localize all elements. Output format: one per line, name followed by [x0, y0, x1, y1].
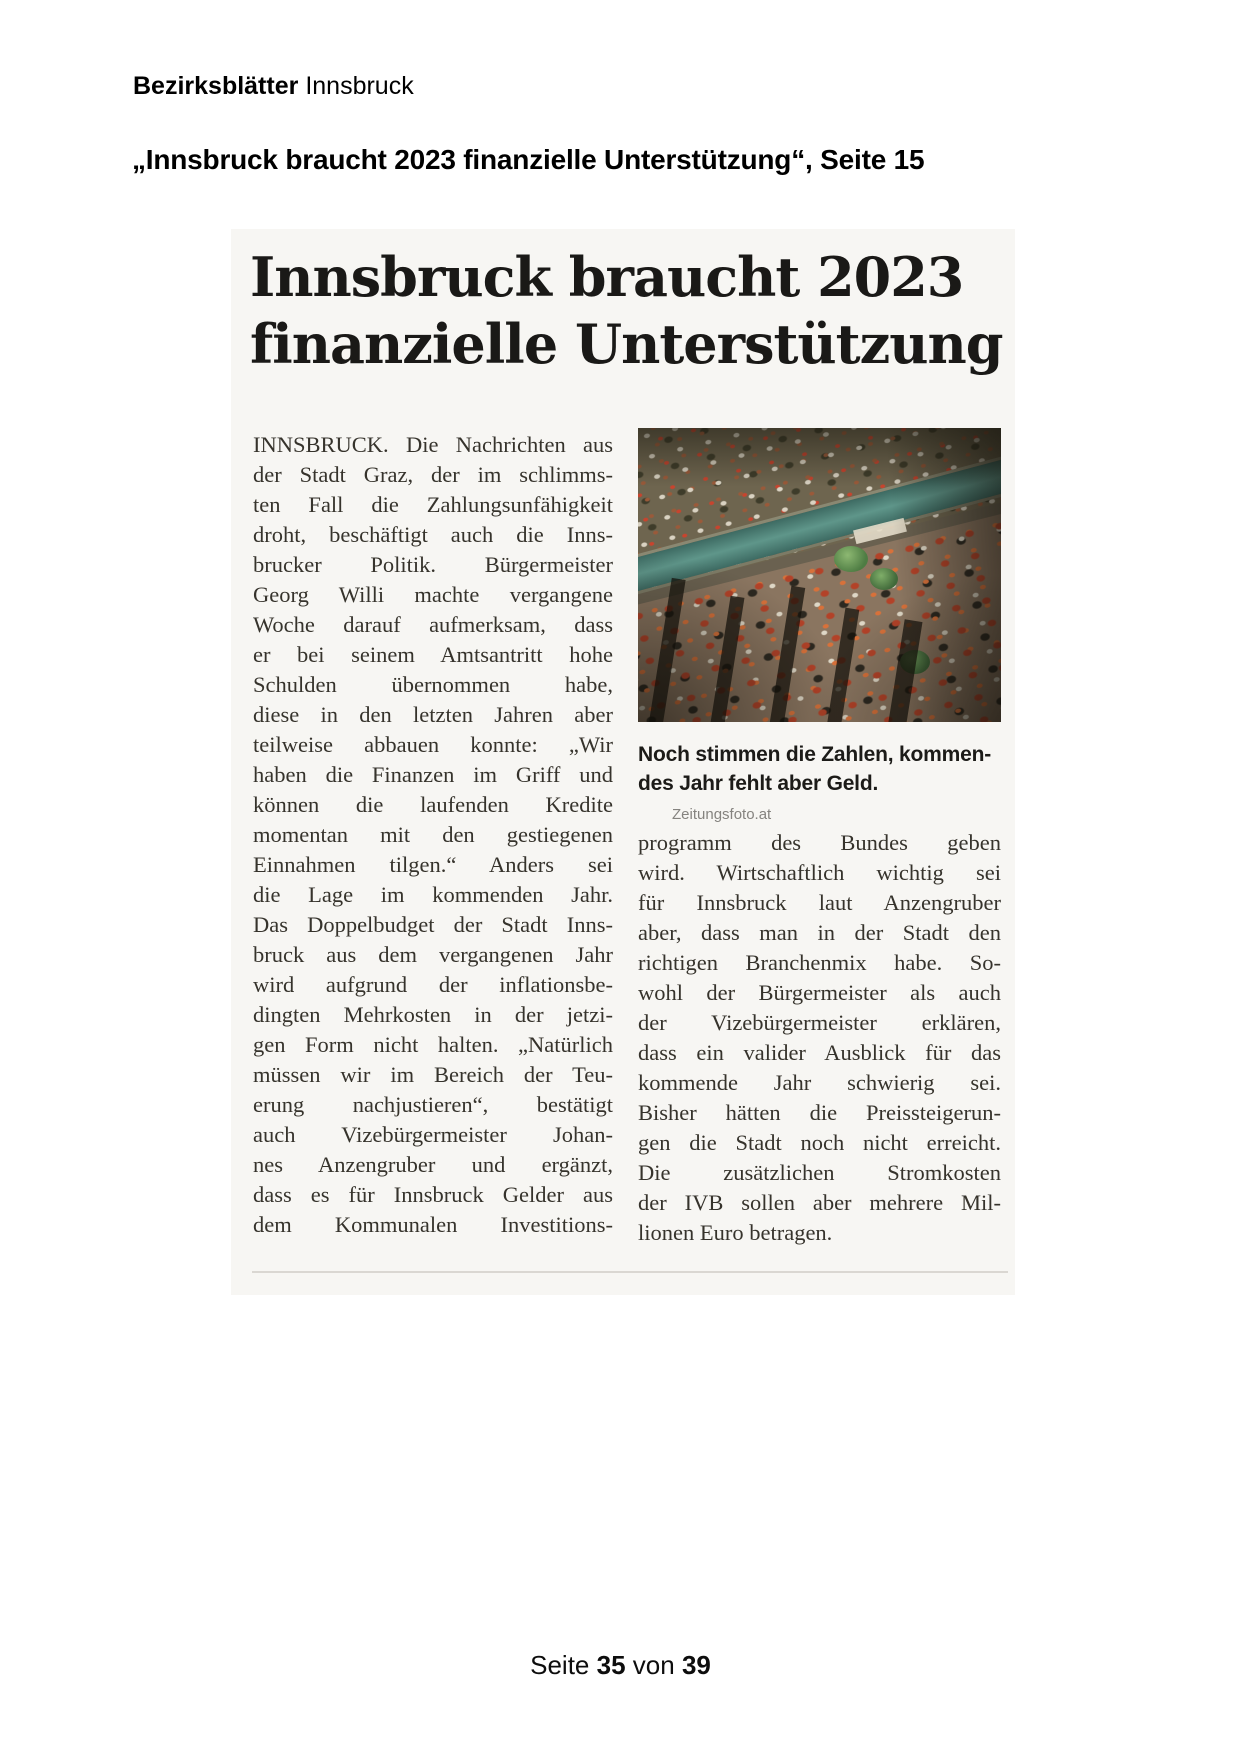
article-headline-line1: Innsbruck braucht 2023 [250, 245, 964, 309]
article-column-left [253, 430, 613, 1240]
source-line [133, 72, 414, 101]
column-text-line: auch Vizebürgermeister Johan- [253, 1122, 613, 1147]
column-text-line: kommende Jahr schwierig sei. [638, 1070, 1001, 1095]
photo-caption-line2-wrap [638, 769, 1008, 829]
column-text-line: Schulden übernommen habe, [253, 672, 613, 697]
column-text-line: bruck aus dem vergangenen Jahr [253, 942, 613, 967]
photo-caption-line1: Noch stimmen die Zahlen, kommen- [638, 743, 991, 766]
column-text-line: gen Form nicht halten. „Natürlich [253, 1032, 613, 1057]
column-text-line: INNSBRUCK. Die Nachrichten aus [253, 432, 613, 457]
column-text-line: richtigen Branchenmix habe. So- [638, 950, 1001, 975]
column-text-line: gen die Stadt noch nicht erreicht. [638, 1130, 1001, 1155]
column-text-line: lionen Euro betragen. [638, 1220, 833, 1245]
clipping-divider-line [252, 1271, 1008, 1273]
column-text-line: dass es für Innsbruck Gelder aus [253, 1182, 613, 1207]
article-column-right [638, 828, 1001, 1248]
footer-of-word: von [632, 1650, 675, 1680]
column-text-line: Das Doppelbudget der Stadt Inns- [253, 912, 613, 937]
column-text-line: droht, beschäftigt auch die Inns- [253, 522, 613, 547]
source-region: Innsbruck [305, 72, 414, 100]
source-name: Bezirksblätter [133, 72, 299, 100]
photo-vignette [638, 428, 1001, 722]
article-headline [250, 244, 1030, 378]
column-text-line: aber, dass man in der Stadt den [638, 920, 1001, 945]
column-text-line: Bisher hätten die Preissteigerun- [638, 1100, 1001, 1125]
column-text-line: dem Kommunalen Investitions- [253, 1212, 613, 1237]
column-text-line: für Innsbruck laut Anzengruber [638, 890, 1001, 915]
column-text-line: der IVB sollen aber mehrere Mil- [638, 1190, 1001, 1215]
photo-caption [638, 740, 1008, 829]
column-text-line: teilweise abbauen konnte: „Wir [253, 732, 613, 757]
column-text-line: ten Fall die Zahlungsunfähigkeit [253, 492, 613, 517]
column-text-line: er bei seinem Amtsantritt hohe [253, 642, 613, 667]
article-photo-aerial-innsbruck [638, 428, 1001, 722]
page-footer [0, 1650, 1241, 1681]
column-text-line: momentan mit den gestiegenen [253, 822, 613, 847]
column-text-line: haben die Finanzen im Griff und [253, 762, 613, 787]
column-text-line: brucker Politik. Bürgermeister [253, 552, 613, 577]
clipping-reference-title: „Innsbruck braucht 2023 finanzielle Unterstützung“, Seite 15 [132, 144, 925, 175]
article-headline-line2: finanzielle Unterstützung [250, 312, 1003, 376]
column-text-line: der Vizebürgermeister erklären, [638, 1010, 1001, 1035]
column-text-line: Die zusätzlichen Stromkosten [638, 1160, 1001, 1185]
photo-credit: Zeitungsfoto.at [672, 806, 772, 823]
column-text-line: wird aufgrund der inflationsbe- [253, 972, 613, 997]
column-text-line: die Lage im kommenden Jahr. [253, 882, 613, 907]
column-text-line: diese in den letzten Jahren aber [253, 702, 613, 727]
column-text-line: Woche darauf aufmerksam, dass [253, 612, 613, 637]
photo-caption-line2: des Jahr fehlt aber Geld. [638, 772, 879, 795]
column-text-line: Einnahmen tilgen.“ Anders sei [253, 852, 613, 877]
column-text-line: wird. Wirtschaftlich wichtig sei [638, 860, 1001, 885]
column-text-line: programm des Bundes geben [638, 830, 1001, 855]
column-text-line: der Stadt Graz, der im schlimms- [253, 462, 613, 487]
column-text-line: dingten Mehrkosten in der jetzi- [253, 1002, 613, 1027]
column-text-line: erung nachjustieren“, bestätigt [253, 1092, 613, 1117]
footer-page-word: Seite [530, 1650, 590, 1680]
column-text-line: Georg Willi machte vergangene [253, 582, 613, 607]
footer-page-current: 35 [596, 1650, 626, 1680]
column-text-line: wohl der Bürgermeister als auch [638, 980, 1001, 1005]
column-text-line: dass ein valider Ausblick für das [638, 1040, 1001, 1065]
column-text-line: nes Anzengruber und ergänzt, [253, 1152, 613, 1177]
column-text-line: müssen wir im Bereich der Teu- [253, 1062, 613, 1087]
footer-page-total: 39 [681, 1650, 711, 1680]
column-text-line: können die laufenden Kredite [253, 792, 613, 817]
